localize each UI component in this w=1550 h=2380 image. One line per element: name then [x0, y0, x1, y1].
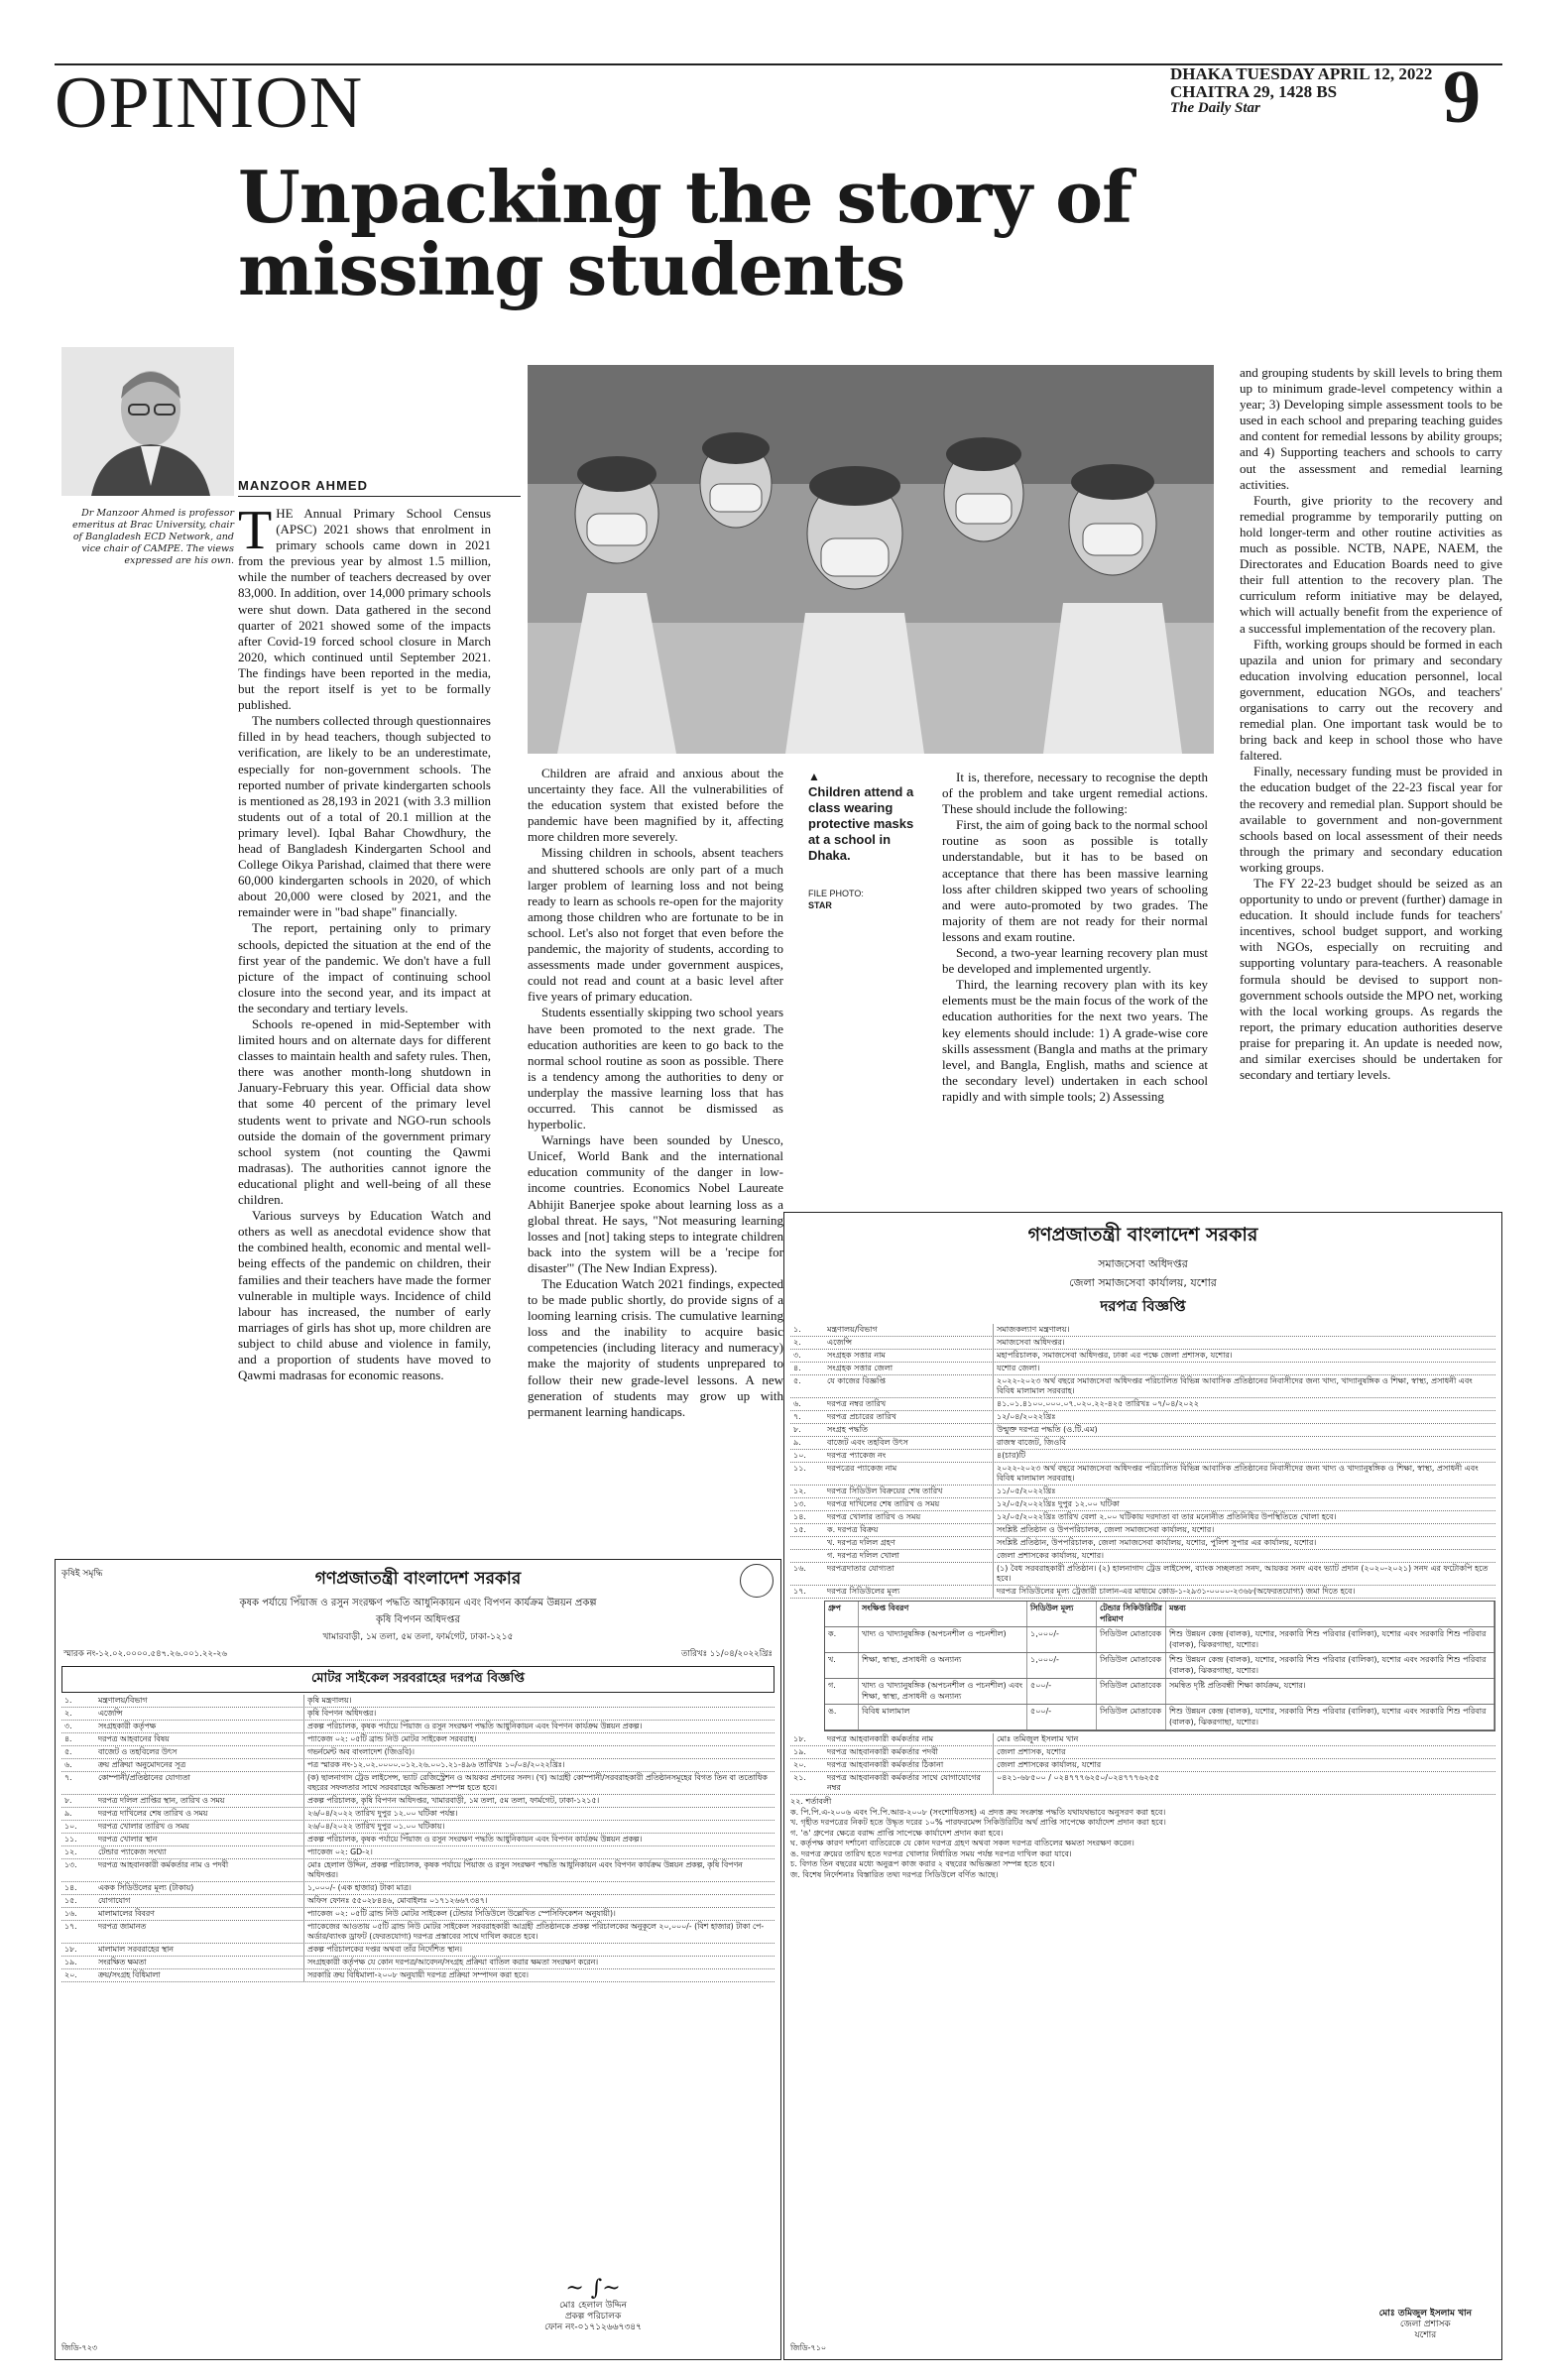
photo-credit: [808, 888, 864, 911]
row-label: যোগাযোগ: [98, 1896, 131, 1905]
table-row: [790, 1398, 1495, 1411]
row-number: ২০.: [793, 1760, 806, 1769]
table-cell: খাদ্য ও খাদ্যানুষঙ্গিক (অপচনশীল ও পচনশীল) এবং শিক্ষা, স্বাস্থ্য, প্রসাধনী ও অন্যান্য: [859, 1679, 1027, 1704]
paragraph: Second, a two-year learning recovery plan must be developed and implemented urgently.: [942, 945, 1208, 977]
row-value: ০৪২১-৬৮৫০০ / ০২৪৭৭৭৬২৫০/০২৪৭৭৭৬২৫৫: [993, 1772, 1495, 1794]
table-cell: ১,০০০/-: [1027, 1653, 1097, 1678]
table-row: [790, 1563, 1495, 1586]
table-row: [61, 1808, 775, 1821]
table-row: [825, 1653, 1494, 1679]
row-value: ২০২২-২০২৩ অর্থ বছরে সমাজসেবা অধিদপ্তর পরিচালিত বিভিন্ন আবাসিক প্রতিষ্ঠানের নিবাসীদের জন্য খাদ্য, খাদ্যানুষঙ্গিক ও শিক্ষা, স্বাস্থ্য, প্রসাধনী এবং বিবিধ মালামাল সরবরাহ।: [993, 1375, 1495, 1397]
row-number: ৫.: [64, 1747, 72, 1756]
row-value: প্রকল্প পরিচালকের দপ্তর অথবা তাঁর নির্দেশিত স্থান।: [303, 1944, 775, 1956]
table-row: [825, 1705, 1494, 1730]
table-row: [825, 1627, 1494, 1653]
column-header: টেন্ডার সিকিউরিটির পরিমাণ: [1097, 1602, 1166, 1626]
table-row: [790, 1324, 1495, 1337]
row-label: দরপত্র আহবানকারী কর্মকর্তার নাম: [827, 1734, 934, 1743]
row-value: প্রকল্প পরিচালক, কৃষক পর্যায়ে পিঁয়াজ ও রসুন সংরক্ষণ পদ্ধতি আধুনিকায়ন এবং বিপণন কার্যক্রম উন্নয়ন প্রকল্প।: [303, 1721, 775, 1732]
row-value: উন্মুক্ত দরপত্র পদ্ধতি (ও.টি.এম): [993, 1424, 1495, 1436]
ad-department: কৃষি বিপণন অধিদপ্তর: [375, 1614, 461, 1625]
condition-item: গ. 'ঙ' গ্রুপের ক্ষেত্রে বরাদ্দ প্রাপ্তি সাপেক্ষে কার্যাদেশ প্রদান করা হবে।: [790, 1828, 1004, 1838]
byline: MANZOOR AHMED: [238, 478, 368, 493]
conditions-title: ২২. শর্তাবলী: [790, 1797, 832, 1806]
author-bio: Dr Manzoor Ahmed is professor emeritus at Brac University, chair of Bangladesh ECD Network, and vice chair of CAMPE. The views expressed are his own.: [72, 508, 234, 566]
condition-item: ক. পি.পি.এ-২০০৬ এবং পি.পি.আর-২০০৮ (সংশোধিতসহ) এ প্রদত্ত ক্রয় সংক্রান্ত পদ্ধতি যথাযথভাবে অনুসরণ করা হবে।: [790, 1807, 1166, 1817]
row-number: ১৯.: [793, 1747, 806, 1756]
headline: [238, 155, 1190, 312]
signer-phone: ফোন নং-০১৭১২৬৬৭৩৪৭: [544, 2322, 642, 2332]
table-row: [790, 1424, 1495, 1437]
ad-title: গণপ্রজাতন্ত্রী বাংলাদেশ সরকার: [1027, 1224, 1258, 1246]
row-value: ১২/০৫/২০২২খ্রিঃ তারিখ বেলা ২.০০ ঘটিকায় দরদাতা বা তার মনোনীত প্রতিনিধির উপস্থিতিতে খোলা হবে।: [993, 1511, 1495, 1523]
row-number: ১০.: [793, 1451, 806, 1460]
table-cell: ১,০০০/-: [1027, 1627, 1097, 1652]
table-row: [61, 1846, 775, 1859]
table-cell: শিশু উন্নয়ন কেন্দ্র (বালক), যশোর, সরকারি শিশু পরিবার (বালিকা), যশোর এবং সরকারি শিশু পরিবার (বালক), ঝিকরগাছা, যশোর।: [1166, 1705, 1494, 1729]
paragraph: The report, pertaining only to primary schools, depicted the situation at the end of the first year of the pandemic. We don't have a full picture of the impact of continuing school closure into the second year, and its impact at the secondary and tertiary levels.: [238, 920, 491, 1015]
column-header: সংক্ষিপ্ত বিবরণ: [859, 1602, 1027, 1626]
row-value: সমাজসেবা অধিদপ্তর।: [993, 1337, 1495, 1349]
table-row: [790, 1337, 1495, 1350]
table-row: [61, 1895, 775, 1908]
row-value: সংশ্লিষ্ট প্রতিষ্ঠান, উপপরিচালক, জেলা সমাজসেবা কার্যালয়, যশোর, পুলিশ সুপার এর কার্যালয়, যশোর।: [993, 1537, 1495, 1549]
row-label: ক্রয়/সংগ্রহ বিধিমালা: [98, 1970, 161, 1979]
table-cell: সিডিউল মোতাবেক: [1097, 1627, 1166, 1652]
table-cell: ঙ.: [825, 1705, 859, 1729]
row-label: দরপত্রদাতার যোগ্যতা: [827, 1564, 894, 1573]
table-cell: শিশু উন্নয়ন কেন্দ্র (বালক), যশোর, সরকারি শিশু পরিবার (বালিকা), যশোর এবং সরকারি শিশু পরিবার (বালক), ঝিকরগাছা, যশোর।: [1166, 1653, 1494, 1678]
row-label: সংরক্ষিত ক্ষমতা: [98, 1958, 147, 1966]
row-value: ২০২২-২০২৩ অর্থ বছরে সমাজসেবা অধিদপ্তর পরিচালিত বিভিন্ন আবাসিক প্রতিষ্ঠানের নিবাসীদের জন্য খাদ্য ও খাদ্যানুষঙ্গিক ও শিক্ষা, স্বাস্থ্য, প্রসাধনী এবং বিবিধ মালামাল সরবরাহ।: [993, 1463, 1495, 1485]
paper-logo: The Daily Star: [1170, 99, 1260, 116]
ad2-conditions: [790, 1797, 1495, 1880]
table-header-row: [825, 1602, 1494, 1627]
column-header: মন্তব্য: [1166, 1602, 1494, 1626]
table-row: [61, 1695, 775, 1708]
paragraph: First, the aim of going back to the normal school routine as soon as possible is totally understandable, but it has to be based on acceptance that there has been massive learning loss after children skipped two years of schooling and were auto-promoted by two grades. The majority of them are not ready for their normal lessons and exam routine.: [942, 817, 1208, 944]
row-value: (ক) ছালনাগাদ ট্রেড লাইসেন্স, ভ্যাট রেজিস্ট্রেশন ও আয়কর প্রদানের সনদ। (খ) আগ্রহী কোম্পানী/সরবরাহকারী প্রতিষ্ঠানসমূহের বিগত তিন বা ততোধিক বছরের সফলতার সাথে সরবরাহের অভিজ্ঞতা সম্পন্ন হতে হবে।: [303, 1772, 775, 1794]
photo-caption: [808, 769, 919, 864]
row-label: দরপত্র আহবানকারী কর্মকর্তার ঠিকানা: [827, 1760, 944, 1769]
row-value: প্রকল্প পরিচালক, কৃষি বিপণন অধিদপ্তর, খামারবাড়ী, ১ম তলা, ৫ম তলা, ফার্মগেট, ঢাকা-১২১৫।: [303, 1795, 775, 1807]
row-value: জেলা প্রশাসক, যশোর: [993, 1746, 1495, 1758]
row-number: ৭.: [793, 1412, 801, 1421]
row-value: মহাপরিচালক, সমাজসেবা অধিদপ্তর, ঢাকা এর পক্ষে জেলা প্রশাসক, যশোর।: [993, 1350, 1495, 1362]
row-number: ১০.: [64, 1822, 77, 1831]
row-value: ১২/০৫/২০২২খ্রিঃ দুপুর ১২.০০ ঘটিকা: [993, 1498, 1495, 1510]
signer-title: জেলা প্রশাসক: [1399, 2320, 1451, 2329]
article-column-4: [1240, 365, 1502, 1083]
row-label: এজেন্সি: [827, 1338, 853, 1347]
row-value: ৪১.০১.৪১০০.০০০.০৭.০২০.২২-৪২৫ তারিখঃ ০৭/০৪/২০২২: [993, 1398, 1495, 1410]
ad-heading: দরপত্র বিজ্ঞপ্তি: [1100, 1297, 1186, 1315]
row-value: গভর্নমেন্ট অব বাংলাদেশ (জিওবি)।: [303, 1746, 775, 1758]
signer-title: প্রকল্প পরিচালক: [564, 2312, 622, 2321]
row-label: ক্রয় প্রক্রিয়া অনুমোদনের সূত্র: [98, 1760, 186, 1769]
paragraph: Children are afraid and anxious about the uncertainty they face. All the vulnerabilities of the education system that existed before the pandemic have been magnified by it, affecting more children more severely.: [528, 766, 783, 845]
row-number: ১৫.: [64, 1896, 77, 1905]
paragraph: and grouping students by skill levels to bring them up to minimum grade-level competency within a year; 3) Developing simple assessment tools to be used in each school and preparing teaching guides and content for remedial lessons by ability groups; and 4) Supporting teachers and schools to carry out the assessment and remedial learning activities.: [1240, 365, 1502, 492]
row-label: বাজেট এবং তহবিল উৎস: [827, 1438, 908, 1447]
row-number: ১২.: [64, 1847, 77, 1856]
byline-rule: [238, 496, 521, 497]
row-label: দরপত্র আহবানের বিষয়: [98, 1734, 170, 1743]
row-number: ৪.: [793, 1364, 801, 1372]
row-number: [790, 1537, 824, 1549]
condition-item: জ. বিশেষ নির্দেশনাঃ বিস্তারিত তথ্য দরপত্র সিডিউলে বর্ণিত আছে।: [790, 1869, 999, 1879]
paragraph: The FY 22-23 budget should be seized as an opportunity to undo or prevent (further) damage in education. It should include funds for teachers' incentives, school budget support, and working with NGOs, especially on recruiting and supporting voluntary para-teachers. A reasonable formula should be devised to support non-government schools outside the MPO net, working with the local working groups. As regards the report, the primary education authorities deserve praise for preparing it. An update is needed now, and similar exercises should be undertaken for secondary and tertiary levels.: [1240, 876, 1502, 1083]
date-bn: CHAITRA 29, 1428 BS: [1170, 81, 1338, 101]
row-label: দরপত্র দাখিলের শেষ তারিখ ও সময়: [98, 1809, 208, 1818]
row-number: ১৭.: [793, 1587, 806, 1596]
table-cell: সিডিউল মোতাবেক: [1097, 1653, 1166, 1678]
paragraph: The Education Watch 2021 findings, expected to be made public shortly, do provide signs of a looming learning crisis. The cumulative learning loss and the inability to acquire basic competencies (including literacy and numeracy) make the majority of students unprepared to follow their new grade-level lessons. A new generation of students may grow up with permanent learning handicaps.: [528, 1276, 783, 1419]
paragraph: It is, therefore, necessary to recognise the depth of the problem and take urgent remedial actions. These should include the following:: [942, 770, 1208, 817]
row-value: অফিস ফোনঃ ৫৫০২৮৪৪৬, মোবাইলঃ ০১৭১২৬৬৭৩৪৭।: [303, 1895, 775, 1907]
ad2-contact-table: [790, 1733, 1495, 1795]
row-number: ৮.: [793, 1425, 801, 1434]
row-value: জেলা প্রশাসকের কার্যালয়, যশোর।: [993, 1550, 1495, 1562]
table-cell: ক.: [825, 1627, 859, 1652]
row-label: দরপত্র খোলার তারিখ ও সময়: [98, 1822, 189, 1831]
article-column-2: [528, 766, 783, 1420]
row-number: ১৮.: [64, 1945, 77, 1954]
dateline: [1170, 65, 1432, 116]
table-row: [790, 1463, 1495, 1486]
row-value: কৃষি বিপণন অধিদপ্তর।: [303, 1708, 775, 1720]
ad-project: কৃষক পর্যায়ে পিঁয়াজ ও রসুন সংরক্ষণ পদ্ধতি আধুনিকায়ন এবং বিপণন কার্যক্রম উন্নয়ন প্রকল্প: [239, 1598, 597, 1608]
paragraph: Warnings have been sounded by Unesco, Unicef, World Bank and the international education community of the danger in low-income countries. Economics Nobel Laureate Abhijit Banerjee spoke about learning loss as a global threat. He says, "Not measuring learning losses and [not] taking steps to integrate children back into the system will be a 'recipe for disaster'" (The New Indian Express).: [528, 1132, 783, 1275]
signer-name: মোঃ হেলাল উদ্দিন: [559, 2301, 627, 2311]
table-cell: সমন্বিত দৃষ্টি প্রতিবন্ধী শিক্ষা কার্যক্রম, যশোর।: [1166, 1679, 1494, 1704]
row-number: ২১.: [793, 1773, 806, 1782]
row-number: [790, 1550, 824, 1562]
row-label: সংগ্রহকারী কর্তৃপক্ষ: [98, 1722, 157, 1730]
row-label: সংগ্রহক সত্তার নাম: [827, 1351, 886, 1360]
ad1-signature: [544, 2277, 642, 2333]
row-label: মালামালের বিবরণ: [98, 1909, 155, 1918]
row-number: ৮.: [64, 1796, 72, 1805]
row-label: সংগ্রহক সত্তার জেলা: [827, 1364, 894, 1372]
ad-address: খামারবাড়ী, ১ম তলা, ৫ম তলা, ফার্মগেট, ঢাকা-১২১৫: [322, 1632, 514, 1642]
table-row: [790, 1586, 1495, 1599]
row-number: ৯.: [64, 1809, 72, 1818]
paragraph: [238, 500, 491, 713]
memo-line: [56, 1644, 780, 1664]
table-row: [790, 1498, 1495, 1511]
row-label: দরপত্র নম্বর তারিখ: [827, 1399, 887, 1408]
row-label: সংগ্রহ পদ্ধতি: [827, 1425, 869, 1434]
row-value: কৃষি মন্ত্রণালয়।: [303, 1695, 775, 1707]
row-label: দরপত্র খোলার তারিখ ও সময়: [827, 1512, 921, 1521]
table-row: [790, 1772, 1495, 1795]
row-label: যে কাজের বিজ্ঞপ্তি: [827, 1376, 886, 1385]
table-row: [790, 1746, 1495, 1759]
condition-item: ঘ. কর্তৃপক্ষ কারণ দর্শানো ব্যতিরেকে যে কোন দরপত্র গ্রহণ অথবা সকল দরপত্র বাতিলের ক্ষমতা সংরক্ষণ করেন।: [790, 1839, 1134, 1847]
row-label: মন্ত্রণালয়/বিভাগ: [98, 1696, 148, 1705]
row-number: ১৯.: [64, 1958, 77, 1966]
table-row: [790, 1537, 1495, 1550]
paragraph: Fifth, working groups should be formed in each upazila and union for primary and secondary education involving education personnel, local government, education NGOs, and teachers' organisations to carry out the recovery and remedial plan. One important task would be to bring back and keep in school those who have faltered.: [1240, 636, 1502, 764]
row-number: ১৮.: [793, 1734, 806, 1743]
table-row: [790, 1350, 1495, 1363]
table-row: [61, 1772, 775, 1795]
paragraph: Various surveys by Education Watch and others as well as anecdotal evidence show that the combined health, economic and mental well-being effects of the pandemic on children, their families and their teachers have made the former vulnerable in multiple ways. Incidence of child labour has increased, the number of early marriages of girls has shot up, more children are subject to child abuse and violence in family, and a proportion of students have moved to Qawmi madrasas for economic reasons.: [238, 1208, 491, 1383]
row-label: এজেন্সি: [98, 1709, 123, 1718]
table-row: [790, 1733, 1495, 1746]
row-label: মালামাল সরবরাহের স্থান: [98, 1945, 174, 1954]
row-number: ৪.: [64, 1734, 72, 1743]
paragraph: Third, the learning recovery plan with its key elements must be the main focus of the work of the education authorities for the next two years. The key elements should include: 1) A grade-wise core skills assessment (Bangla and maths at the primary level, and Bangla, English, maths and science at the secondary level) undertaken in each school rapidly and with simple tools; 2) Assessing: [942, 977, 1208, 1104]
govt-emblem-icon: [740, 1564, 774, 1598]
ad-heading: মোটর সাইকেল সরবরাহের দরপত্র বিজ্ঞপ্তি: [61, 1666, 775, 1693]
row-label: দরপত্রের প্যাকেজ নাম: [827, 1464, 897, 1473]
signature-mark: ~ ∫~: [565, 2276, 621, 2301]
row-number: ১৩.: [64, 1860, 77, 1869]
ad2-group-table: [824, 1601, 1495, 1731]
table-row: [61, 1759, 775, 1772]
ad2-table: [790, 1324, 1495, 1599]
paragraph: Students essentially skipping two school years have been promoted to the next grade. The education authorities are keen to go back to the normal school routine as soon as possible. There is a tendency among the authorities to deny or underplay the massive learning loss that has occurred. This cannot be dismissed as hyperbolic.: [528, 1005, 783, 1132]
condition-item: চ. বিগত তিন বছরের মধ্যে অনুরূপ কাজ করার ২ বছরের অভিজ্ঞতা সম্পন্ন হতে হবে।: [790, 1859, 1055, 1868]
condition-item: খ. গৃহীত দরপত্রের নিকট হতে উদ্ধৃত দরের ১০% পারফরমেন্স সিকিউরিটির অর্থ প্রাপ্তি সাপেক্ষে কার্যাদেশ প্রদান করা হবে।: [790, 1818, 1166, 1827]
table-cell: সিডিউল মোতাবেক: [1097, 1705, 1166, 1729]
row-label: দরপত্র জামানত: [98, 1922, 147, 1931]
row-label: ক. দরপত্র বিক্রয়: [827, 1525, 879, 1534]
table-row: [825, 1679, 1494, 1705]
paragraph: Finally, necessary funding must be provided in the education budget of the 22-23 fiscal year for the recovery and remedial plan. Support should be available to government and non-government schools based on local assessment of their needs through the primary and secondary education working groups.: [1240, 764, 1502, 875]
row-value: প্যাকেজের আওতায় ০৫টি ব্রান্ড নিউ মোটর সাইকেল সরবরাহকারী আগ্রহী প্রতিষ্ঠানকে প্রকল্প পরিচালকের অনুকূলে ২০,০০০/- (বিশ হাজার) টাকা পে-অর্ডার/ব্যাংক ড্রাফট (ফেরতযোগ্য) দরপত্র প্রস্তাবের সাথে দাখিল করতে হবে।: [303, 1921, 775, 1943]
row-label: দরপত্র দলিল প্রাপ্তির স্থান, তারিখ ও সময়: [98, 1796, 225, 1805]
row-label: দরপত্র প্রচারের তারিখ: [827, 1412, 896, 1421]
row-value: ১১/০৫/২০২২খ্রিঃ: [993, 1486, 1495, 1497]
table-row: [61, 1821, 775, 1834]
table-row: [790, 1437, 1495, 1450]
row-number: ১১.: [64, 1835, 77, 1844]
headline-line-2: missing students: [238, 227, 905, 312]
table-cell: ৫০০/-: [1027, 1679, 1097, 1704]
table-row: [61, 1957, 775, 1969]
credit-source: STAR: [808, 900, 832, 910]
ad-department: সমাজসেবা অধিদপ্তর: [1098, 1257, 1188, 1270]
table-row: [61, 1746, 775, 1759]
conditions-list: [790, 1808, 1495, 1881]
row-number: ৬.: [64, 1760, 72, 1769]
table-row: [61, 1944, 775, 1957]
row-value: সমাজকল্যাণ মন্ত্রণালয়।: [993, 1324, 1495, 1336]
table-row: [790, 1759, 1495, 1772]
row-label: কোম্পানী/প্রতিষ্ঠানের যোগ্যতা: [98, 1773, 190, 1782]
row-value: ২৬/০৪/২০২২ তারিখ দুপুর ১২.০০ ঘটিকা পর্যন্ত।: [303, 1808, 775, 1820]
row-value: ১,০০০/- (এক হাজার) টাকা মাত্র।: [303, 1882, 775, 1894]
row-label: দরপত্র আহবানকারী কর্মকর্তার নাম ও পদবী: [98, 1860, 229, 1869]
table-row: [790, 1450, 1495, 1463]
drop-cap: T: [238, 500, 273, 561]
ad-code: জিডি-৭১০: [790, 2343, 827, 2352]
row-number: ৩.: [64, 1722, 72, 1730]
table-cell: ৫০০/-: [1027, 1705, 1097, 1729]
table-row: [61, 1908, 775, 1921]
row-value: দরপত্র সিডিউলের মূল্য ট্রেজারী চালান-এর মাধ্যমে কোড-১-২৯৩১-০০০০-২৩৬৮(অফেরতযোগ্য) জমা দিতে হবে।: [993, 1586, 1495, 1598]
row-value: প্রকল্প পরিচালক, কৃষক পর্যায়ে পিঁয়াজ ও রসুন সংরক্ষণ পদ্ধতি আধুনিকায়ন এবং বিপণন কার্যক্রম উন্নয়ন প্রকল্প।: [303, 1834, 775, 1845]
paragraph: The numbers collected through questionnaires filled in by head teachers, though subjected to verification, are likely to be an underestimate, especially for non-government schools. The reported number of private kindergarten schools is mentioned as 28,193 in 2021 (with 3.3 million students out of a total of 20.1 million at the primary level). Iqbal Bahar Chowdhury, the head of Bangladesh Kindergarten School and College Oikya Parishad, claimed that there were 60,000 kindergarten schools in 2020, of which about 20,000 were closed by 2021, and the remainder were in "bad shape" financially.: [238, 713, 491, 920]
headline-line-1: Unpacking the story of: [238, 155, 1133, 239]
row-label: দরপত্র আহবানকারী কর্মকর্তার সাথে যোগাযোগের নম্বর: [827, 1773, 981, 1792]
table-row: [61, 1859, 775, 1882]
ad-office: জেলা সমাজসেবা কার্যালয়, যশোর: [1069, 1276, 1217, 1289]
table-cell: খাদ্য ও খাদ্যানুষঙ্গিক (অপচনশীল ও পচনশীল): [859, 1627, 1027, 1652]
row-label: দরপত্র দাখিলের শেষ তারিখ ও সময়: [827, 1499, 940, 1508]
credit-label: FILE PHOTO:: [808, 889, 864, 898]
row-value: প্যাকেজ ০২: GD-২।: [303, 1846, 775, 1858]
table-row: [790, 1375, 1495, 1398]
row-label: দরপত্র সিডিউলের মূল্য: [827, 1587, 900, 1596]
row-number: ১৪.: [793, 1512, 806, 1521]
row-value: ২৬/০৪/২০২২ তারিখ দুপুর ০১.০০ ঘটিকায়।: [303, 1821, 775, 1833]
table-row: [61, 1733, 775, 1746]
row-label: দরপত্র সিডিউল বিক্রয়ের শেষ তারিখ: [827, 1487, 943, 1495]
table-cell: বিবিধ মালামাল: [859, 1705, 1027, 1729]
article-photo: [528, 365, 1214, 754]
signer-name: মোঃ তমিজুল ইসলাম খান: [1378, 2309, 1472, 2319]
row-number: ১৭.: [64, 1922, 77, 1931]
row-number: ১৬.: [793, 1564, 806, 1573]
row-value: প্যাকেজ ০২: ০৫টি ব্রান্ড নিউ মোটর সাইকেল (টেন্ডার সিডিউলে উল্লেখিত স্পেসিফিকেশন অনুযায়ী)।: [303, 1908, 775, 1920]
column-header: গ্রুপ: [825, 1602, 859, 1626]
memo-date: তারিখঃ ১১/০৪/২০২২খ্রিঃ: [681, 1649, 773, 1659]
table-row: [790, 1363, 1495, 1375]
row-number: ২.: [64, 1709, 72, 1718]
article-column-1: [238, 500, 491, 1383]
row-value: সরকারি ক্রয় বিধিমালা-২০০৮ অনুযায়ী দরপত্র প্রক্রিয়া সম্পাদন করা হবে।: [303, 1969, 775, 1981]
row-value: রাজস্ব বাজেট, জিওবি: [993, 1437, 1495, 1449]
row-label: একক সিডিউলের মূল্য (টাকায়): [98, 1883, 194, 1892]
table-cell: শিশু উন্নয়ন কেন্দ্র (বালক), যশোর, সরকারি শিশু পরিবার (বালিকা), যশোর এবং সরকারি শিশু পরিবার (বালক), ঝিকরগাছা, যশোর।: [1166, 1627, 1494, 1652]
row-number: ৩.: [793, 1351, 801, 1360]
ad-title: গণপ্রজাতন্ত্রী বাংলাদেশ সরকার: [314, 1569, 522, 1589]
row-value: প্যাকেজ ০২: ০৫টি ব্রান্ড নিউ মোটর সাইকেল সরবরাহ।: [303, 1733, 775, 1745]
paragraph: Schools re-opened in mid-September with limited hours and on alternate days for different classes to maintain health and safety rules. Then, there was another month-long shutdown in January-February this year. Official data show that some 40 percent of the primary level students went to private and NGO-run schools outside the domain of the government primary school system (not counting the Qawmi madrasas). The authorities cannot ignore the educational plight and well-being of all these children.: [238, 1016, 491, 1208]
row-number: ১.: [64, 1696, 72, 1705]
table-row: [790, 1524, 1495, 1537]
row-number: ৫.: [793, 1376, 801, 1385]
row-label: গ. দরপত্র দলিল খোলা: [827, 1551, 899, 1560]
row-label: দরপত্র আহবানকারী কর্মকর্তার পদবী: [827, 1747, 938, 1756]
table-row: [61, 1834, 775, 1846]
paragraph: Fourth, give priority to the recovery and remedial programme by temporarily putting on hold longer-term and other routine activities as much as possible. NCTB, NAPE, NAEM, the Directorates and Education Boards need to give their full attention to the recovery plan. The curriculum reform initiative may be delayed, which will actually benefit from the experience of a successful implementation of the recovery plan.: [1240, 492, 1502, 636]
memo-number: স্মারক নং-১২.০২.০০০০.৫৪৭.২৬.০০১.২২-২৬: [63, 1649, 228, 1659]
caption-arrow-icon: ▲: [808, 770, 820, 783]
row-label: দরপত্র প্যাকেজ নং: [827, 1451, 887, 1460]
row-number: ১৪.: [64, 1883, 77, 1892]
row-number: ৯.: [793, 1438, 801, 1447]
table-row: [61, 1721, 775, 1733]
table-row: [61, 1708, 775, 1721]
row-value: ৪(চার)টি: [993, 1450, 1495, 1462]
caption-text: Children attend a class wearing protective masks at a school in Dhaka.: [808, 784, 914, 863]
column-header: সিডিউল মূল্য: [1027, 1602, 1097, 1626]
row-number: ১.: [793, 1325, 801, 1334]
row-label: বাজেট ও তহবিলের উৎস: [98, 1747, 178, 1756]
row-value: যশোর জেলা।: [993, 1363, 1495, 1374]
row-label: মন্ত্রণালয়/বিভাগ: [827, 1325, 878, 1334]
ad2-signature: [1379, 2309, 1472, 2341]
ad1-table: [61, 1695, 775, 1982]
row-number: ১৫.: [793, 1525, 806, 1534]
row-value: ১২/০৪/২০২২খ্রিঃ: [993, 1411, 1495, 1423]
table-cell: খ.: [825, 1653, 859, 1678]
row-label: খ. দরপত্র দলিল গ্রহণ: [827, 1538, 895, 1547]
row-value: জেলা প্রশাসকের কার্যালয়, যশোর: [993, 1759, 1495, 1771]
row-number: ১২.: [793, 1487, 806, 1495]
row-label: দরপত্র খোলার স্থান: [98, 1835, 158, 1844]
tender-notice-social-services: [783, 1212, 1502, 2360]
table-row: [790, 1511, 1495, 1524]
table-row: [61, 1795, 775, 1808]
row-number: ২.: [793, 1338, 801, 1347]
paragraph-text: HE Annual Primary School Census (APSC) 2021 shows that enrolment in primary schools came down in 2021 from the previous year by almost 1.5 million, while the number of teachers decreased by over 83,000. In addition, over 14,000 primary schools were shut down. Data gathered in the second quarter of 2021 showed some of the impacts after Covid-19 forced school closure in March 2020, which continued until September 2021. The findings have been reported in the media, but the report itself is yet to be formally published.: [238, 506, 491, 713]
table-row: [790, 1486, 1495, 1498]
paragraph: Missing children in schools, absent teachers and shuttered schools are only part of a much larger problem of learning loss and not being ready to learn as schools re-open for the majority among those children who are fortunate to be in school. Let's also not forget that even before the pandemic, the majority of students, according to assessments made under government auspices, could not read and count at a basic level after five years of primary education.: [528, 845, 783, 1005]
author-photo: [61, 347, 234, 496]
row-number: ৭.: [64, 1773, 72, 1782]
ad-code: জিডি-৭২৩: [61, 2343, 98, 2352]
row-number: ১৩.: [793, 1499, 806, 1508]
table-cell: গ.: [825, 1679, 859, 1704]
tender-notice-motorcycle: [55, 1559, 781, 2360]
table-cell: সিডিউল মোতাবেক: [1097, 1679, 1166, 1704]
row-value: সংশ্লিষ্ট প্রতিষ্ঠান ও উপপরিচালক, জেলা সমাজসেবা কার্যালয়, যশোর।: [993, 1524, 1495, 1536]
row-number: ২০.: [64, 1970, 77, 1979]
page-number: 9: [1443, 56, 1481, 139]
row-value: সংগ্রহকারী কর্তৃপক্ষ যে কোন দরপত্র/আবেদন/সংগ্রহ প্রক্রিয়া বাতিল করার ক্ষমতা সংরক্ষণ করেন।: [303, 1957, 775, 1968]
row-value: (১) বৈধ সরবরাহকারী প্রতিষ্ঠান। (২) হালনাগাদ ট্রেড লাইসেন্স, ব্যাংক সচ্ছলতা সনদ, আয়কর সনদ এবং ভ্যাট প্রদান (২০২০-২০২১) সনদ এর ফটোকপি হতে হবে।: [993, 1563, 1495, 1585]
date-en: DHAKA TUESDAY APRIL 12, 2022: [1170, 64, 1433, 83]
row-number: ৬.: [793, 1399, 801, 1408]
row-number: ১১.: [793, 1464, 806, 1473]
article-column-3: [942, 770, 1208, 1105]
table-row: [61, 1921, 775, 1944]
row-value: মোঃ তমিজুল ইসলাম খান: [993, 1733, 1495, 1745]
row-value: মোঃ হেলাল উদ্দিন, প্রকল্প পরিচালক, কৃষক পর্যায়ে পিঁয়াজ ও রসুন সংরক্ষণ পদ্ধতি আধুনিকায়ন এবং বিপণন কার্যক্রম উন্নয়ন প্রকল্প, কৃষি বিপণন অধিদপ্তর।: [303, 1859, 775, 1881]
condition-item: ঙ. দরপত্র ক্রয়ের তারিখ হতে দরপত্র খোলার নির্ধারিত সময় পর্যন্ত দরপত্র দাখিল করা যাবে।: [790, 1848, 1072, 1858]
signer-place: যশোর: [1414, 2330, 1437, 2340]
table-row: [790, 1411, 1495, 1424]
table-row: [61, 1882, 775, 1895]
table-row: [61, 1969, 775, 1982]
table-cell: শিক্ষা, স্বাস্থ্য, প্রসাধনী ও অন্যান্য: [859, 1653, 1027, 1678]
row-number: ১৬.: [64, 1909, 77, 1918]
ad-tagline: কৃষিই সমৃদ্ধি: [61, 1569, 103, 1579]
row-label: টেন্ডার প্যাকেজ সংখ্যা: [98, 1847, 167, 1856]
section-title: OPINION: [55, 62, 364, 144]
row-value: পত্র স্মারক নং-১২.০২.০০০০.০১২.২৬.০০১.২১-৪৯৬ তারিখঃ ১০/০৪/২০২২খ্রিঃ।: [303, 1759, 775, 1771]
table-row: [790, 1550, 1495, 1563]
